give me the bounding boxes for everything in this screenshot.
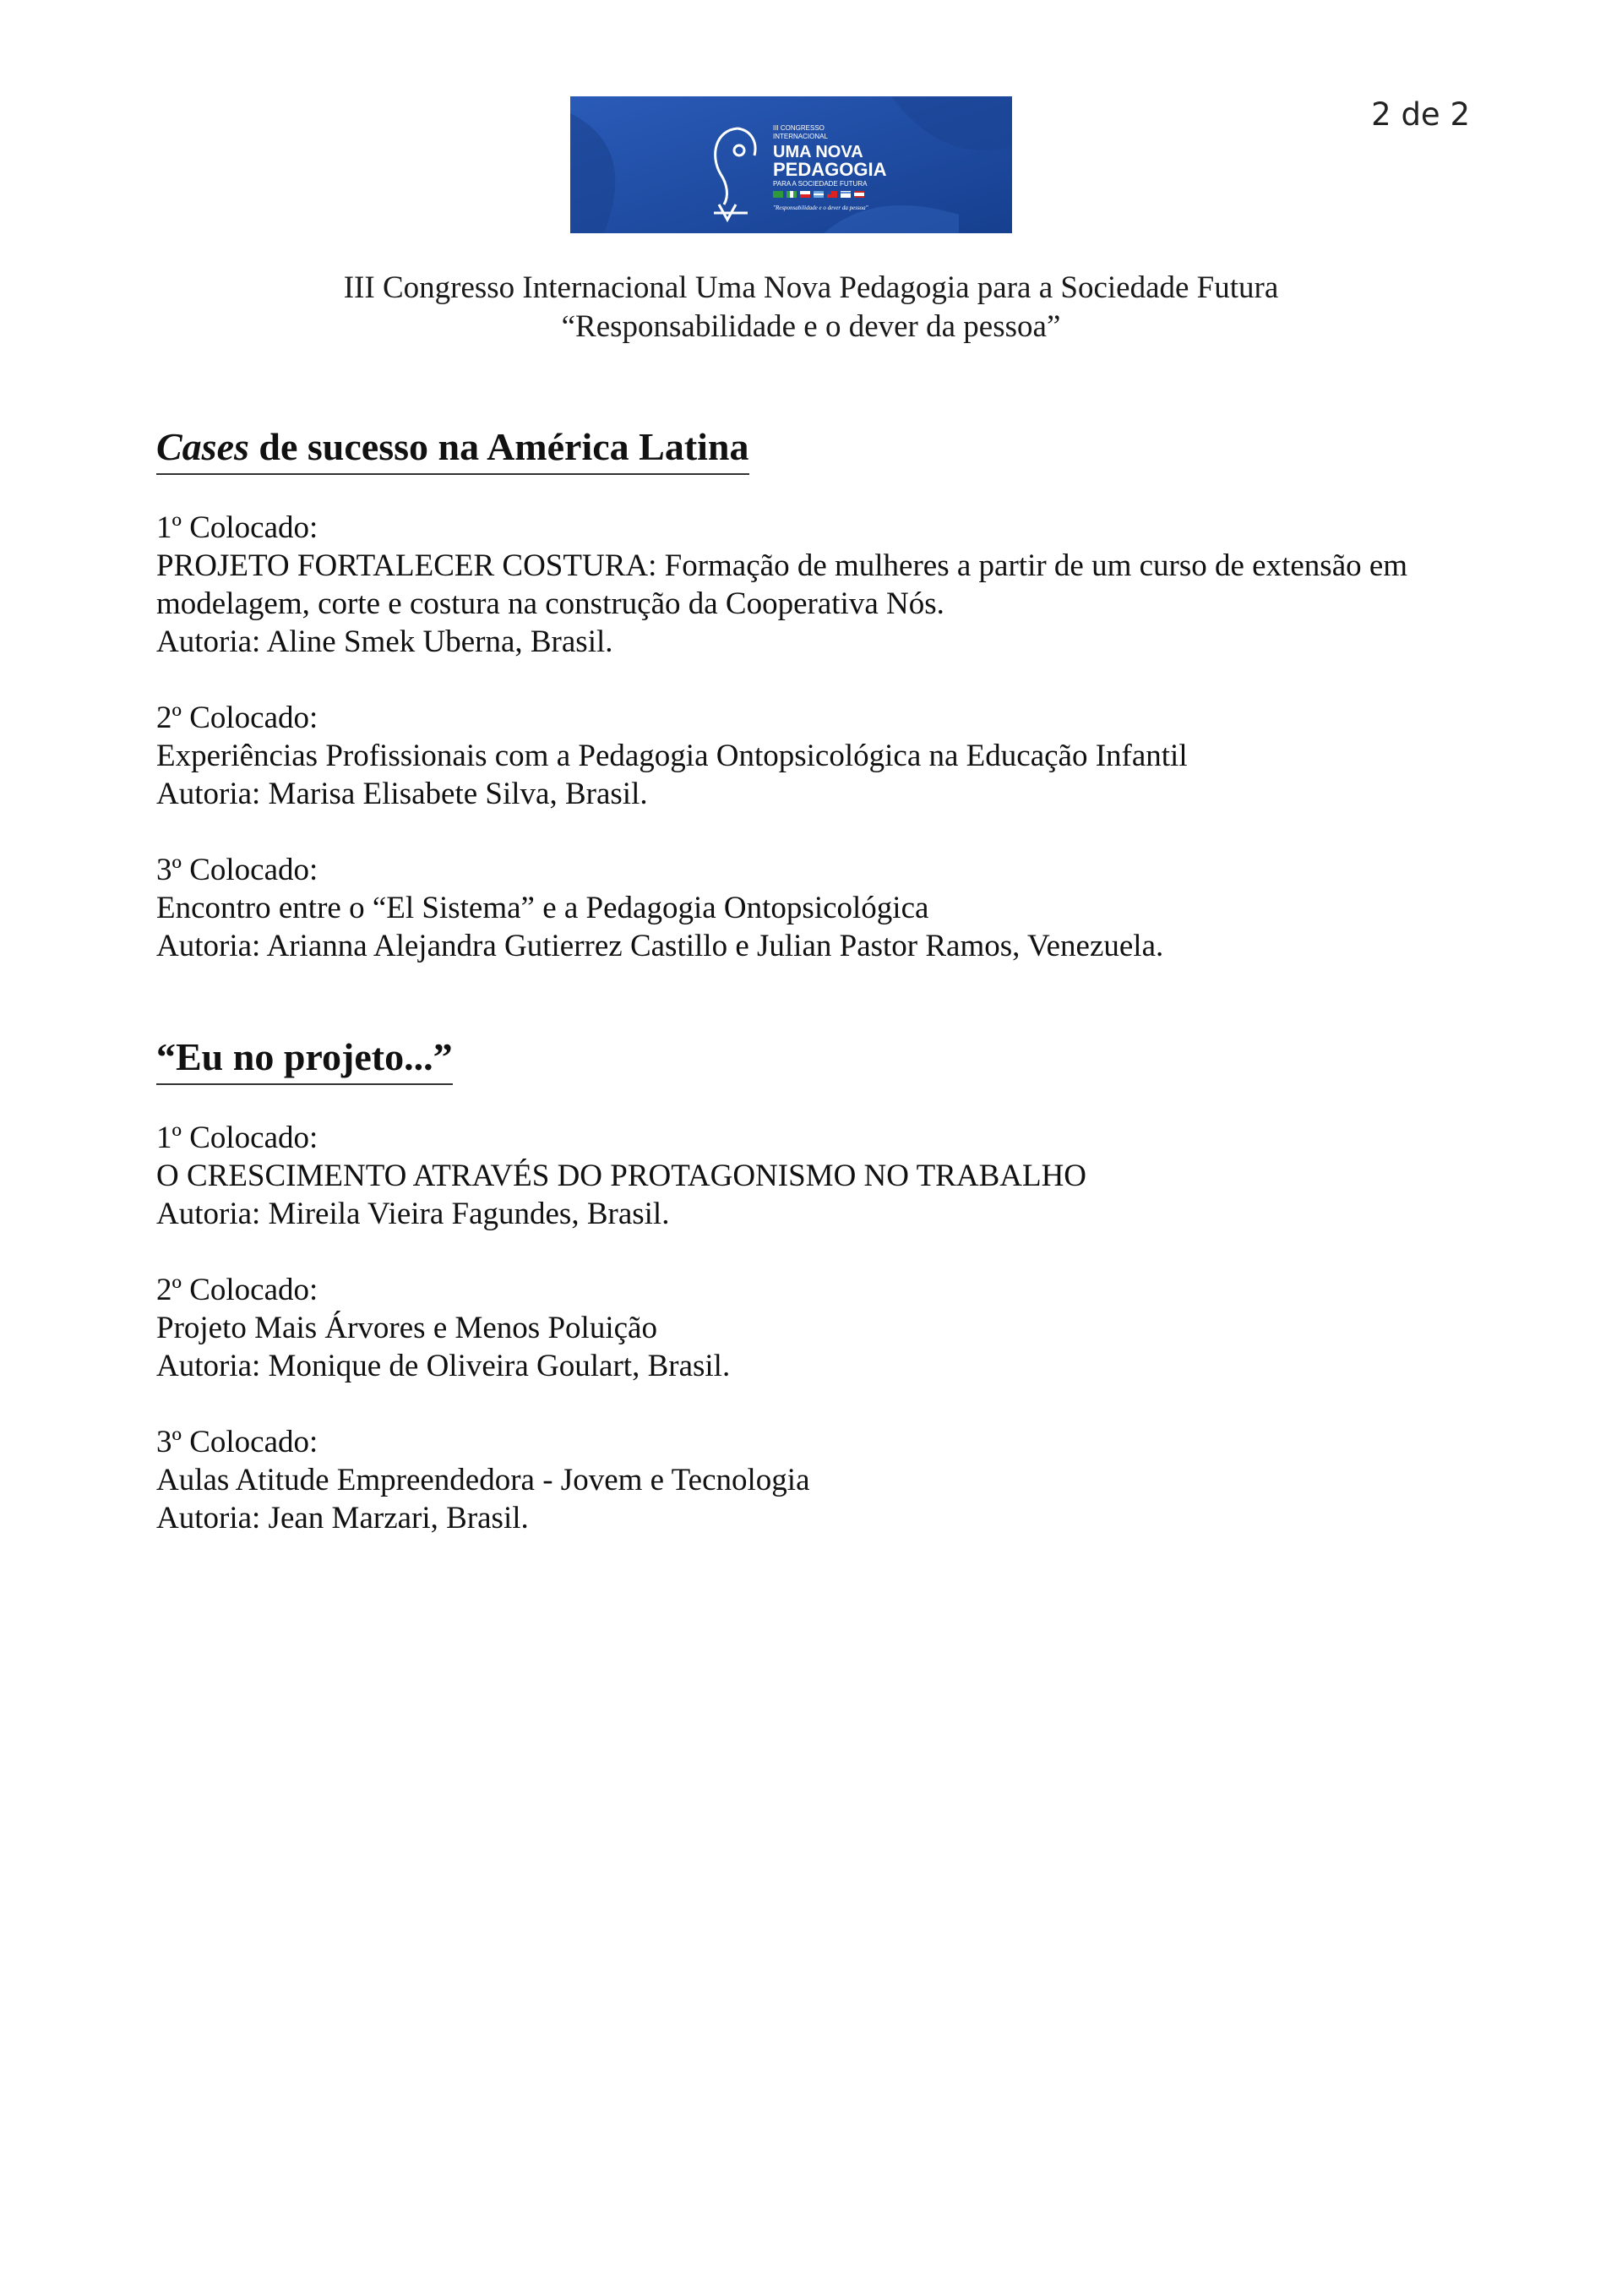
section-cases <box>156 423 1474 965</box>
page-number: 2 de 2 <box>1371 96 1470 133</box>
award-place: 1º Colocado: <box>156 1121 318 1155</box>
award-place: 2º Colocado: <box>156 701 318 735</box>
award-entry <box>156 1119 1474 1233</box>
section-title <box>156 423 749 475</box>
award-place: 3º Colocado: <box>156 853 318 887</box>
congress-title: III Congresso Internacional Uma Nova Pedagogia para a Sociedade Futura <box>343 270 1279 305</box>
section-title-rest: “Eu no projeto...” <box>156 1035 453 1078</box>
logo-line1: III CONGRESSO <box>773 124 825 132</box>
award-author: Autoria: Mireila Vieira Fagundes, Brasil. <box>156 1197 670 1231</box>
section-title <box>156 1033 453 1085</box>
award-author: Autoria: Monique de Oliveira Goulart, Brasil. <box>156 1349 731 1383</box>
award-title: Projeto Mais Árvores e Menos Poluição <box>156 1311 657 1345</box>
section-body <box>156 509 1474 965</box>
award-title: Aulas Atitude Empreendedora - Jovem e Tecnologia <box>156 1463 810 1497</box>
logo-line3: UMA NOVA <box>773 143 863 161</box>
congress-header <box>0 269 1622 346</box>
award-entry <box>156 851 1474 965</box>
award-title: PROJETO FORTALECER COSTURA: Formação de mulheres a partir de um curso de extensão em modelagem, corte e costura na construção da Cooperativa Nós. <box>156 548 1408 621</box>
award-place: 2º Colocado: <box>156 1273 318 1307</box>
award-entry <box>156 1423 1474 1537</box>
award-place: 1º Colocado: <box>156 510 318 545</box>
congress-subtitle: “Responsabilidade e o dever da pessoa” <box>561 309 1061 344</box>
logo-flags-icon <box>773 191 864 198</box>
award-entry <box>156 699 1474 813</box>
section-body <box>156 1119 1474 1537</box>
award-entry <box>156 509 1474 661</box>
award-entry <box>156 1271 1474 1385</box>
logo-line5: PARA A SOCIEDADE FUTURA <box>773 180 868 188</box>
congress-logo <box>570 96 1012 233</box>
document-content <box>156 423 1474 1575</box>
section-eu-no-projeto <box>156 1033 1474 1537</box>
award-author: Autoria: Arianna Alejandra Gutierrez Castillo e Julian Pastor Ramos, Venezuela. <box>156 929 1164 963</box>
section-title-rest: de sucesso na América Latina <box>248 425 749 468</box>
award-place: 3º Colocado: <box>156 1425 318 1459</box>
award-author: Autoria: Jean Marzari, Brasil. <box>156 1501 529 1535</box>
award-author: Autoria: Aline Smek Uberna, Brasil. <box>156 624 613 659</box>
section-title-italic: Cases <box>156 425 249 468</box>
award-author: Autoria: Marisa Elisabete Silva, Brasil. <box>156 777 648 811</box>
logo-line4: PEDAGOGIA <box>773 159 887 180</box>
logo-tagline: "Responsabilidade e o dever da pessoa" <box>773 205 868 211</box>
award-title: Encontro entre o “El Sistema” e a Pedagogia Ontopsicológica <box>156 891 929 925</box>
logo-line2: INTERNACIONAL <box>773 133 828 140</box>
award-title: Experiências Profissionais com a Pedagogia Ontopsicológica na Educação Infantil <box>156 739 1188 773</box>
award-title: O CRESCIMENTO ATRAVÉS DO PROTAGONISMO NO TRABALHO <box>156 1159 1087 1193</box>
